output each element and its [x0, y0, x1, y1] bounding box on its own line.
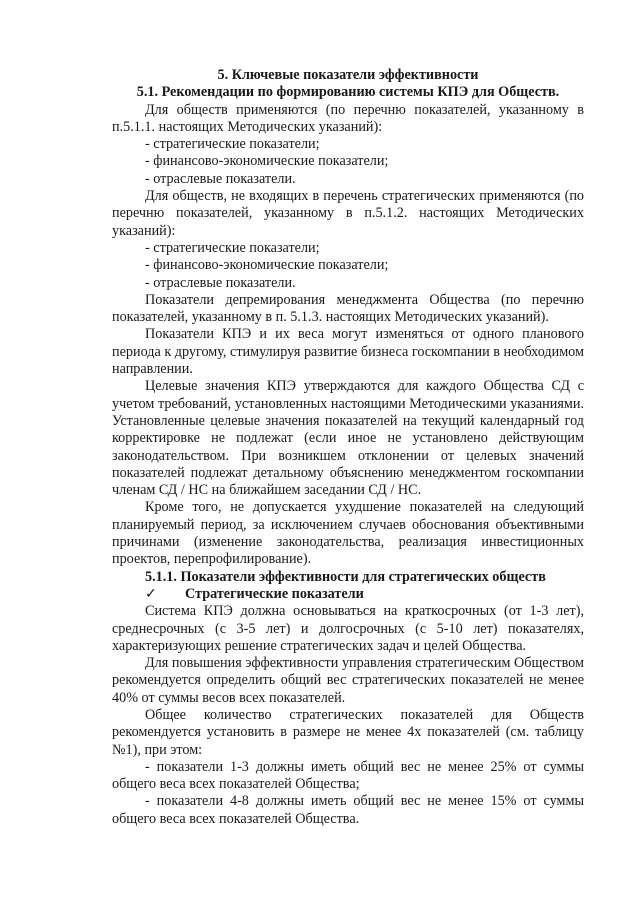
paragraph-11: - показатели 4-8 должны иметь общий вес не менее 15% от суммы общего веса всех показателей Общества.: [112, 793, 584, 827]
list-item: - отраслевые показатели.: [145, 170, 296, 187]
list-item: - стратегические показатели;: [145, 136, 320, 153]
paragraph-8: Для повышения эффективности управления стратегическим Обществом рекомендуется определить общий вес стратегических показателей не менее 40% от суммы весов всех показателей.: [112, 655, 584, 706]
paragraph-1: Для обществ применяются (по перечню показателей, указанному в п.5.1.1. настоящих Методических указаний):: [112, 101, 584, 135]
subsection-title: 5.1. Рекомендации по формированию системы КПЭ для Обществ.: [136, 84, 560, 101]
paragraph-4: Показатели КПЭ и их веса могут изменяться от одного планового периода к другому, стимулируя развитие бизнеса госкомпании в необходимом направлении.: [112, 326, 584, 378]
paragraph-6: Кроме того, не допускается ухудшение показателей на следующий планируемый период, за исключением случаев обоснования объективными причинами (изменение законодательства, реализация инвестиционных проектов, перепрофилирование).: [112, 499, 584, 568]
list-item: - стратегические показатели;: [145, 239, 320, 256]
paragraph-5: Целевые значения КПЭ утверждаются для каждого Общества СД с учетом требований, установленных настоящими Методическими указаниями. Установленные целевые значения показателей на текущий календарный год корректировке не подлежат (если иное не установлено действующим законодательством. При возникшем отклонении от целевых значений показателей подлежат детальному объяснению менеджментом госкомпании членам СД / НС на ближайшем заседании СД / НС.: [112, 378, 584, 499]
paragraph-10: - показатели 1-3 должны иметь общий вес не менее 25% от суммы общего веса всех показателей Общества;: [112, 758, 584, 793]
paragraph-9: Общее количество стратегических показателей для Обществ рекомендуется установить в размере не менее 4х показателей (см. таблицу №1), при этом:: [112, 706, 584, 758]
check-heading-row: [112, 586, 584, 603]
subsubsection-title: 5.1.1. Показатели эффективности для стратегических обществ: [145, 568, 546, 585]
paragraph-2: Для обществ, не входящих в перечень стратегических применяются (по перечню показателей, указанному в п.5.1.2. настоящих Методических указаний):: [112, 188, 584, 239]
paragraph-7: Система КПЭ должна основываться на краткосрочных (от 1-3 лет), среднесрочных (с 3-5 лет) и долгосрочных (с 5-10 лет) показателях, характеризующих решение стратегических задач и целей Общества.: [112, 603, 584, 654]
check-heading: Стратегические показатели: [185, 585, 364, 602]
checkmark-icon: ✓: [145, 585, 157, 602]
document-page: [112, 67, 584, 828]
list-item: - финансово-экономические показатели;: [145, 257, 389, 274]
section-title: 5. Ключевые показатели эффективности: [217, 67, 479, 83]
list-item: - финансово-экономические показатели;: [145, 153, 389, 170]
list-item: - отраслевые показатели.: [145, 274, 296, 291]
paragraph-3: Показатели депремирования менеджмента Общества (по перечню показателей, указанному в п. 5.1.3. настоящих Методических указаний).: [112, 291, 584, 326]
